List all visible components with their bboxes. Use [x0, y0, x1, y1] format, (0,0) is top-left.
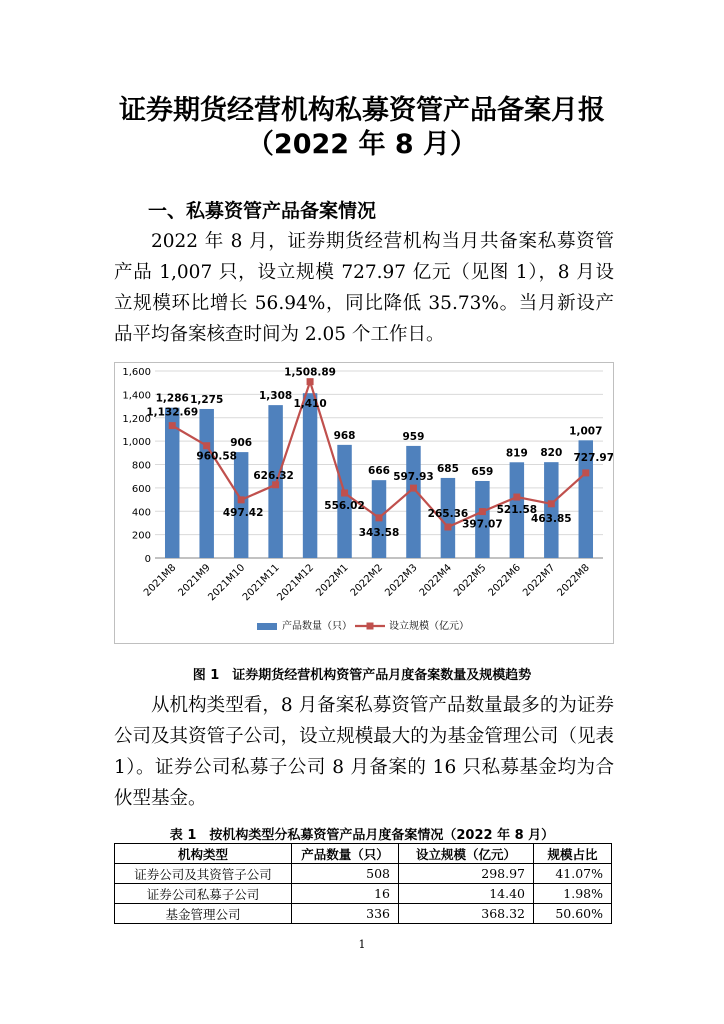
bar-data-label: 1,410 [293, 398, 327, 411]
line-point [513, 494, 520, 501]
line-data-label: 343.58 [358, 526, 400, 539]
legend-label-bar: 产品数量（只） [282, 621, 352, 632]
legend-label-line: 设立规模（亿元） [389, 621, 469, 632]
bar-data-label: 906 [230, 437, 253, 450]
institution-paragraph: 从机构类型看，8 月备案私募资管产品数量最多的为证券公司及其资管子公司，设立规模最大的为基金管理公司（见表 1）。证券公司私募子公司 8 月备案的 16 只私募基金均为合伙型基金。 [114, 695, 614, 809]
x-tick-label: 2022M2 [348, 562, 386, 599]
x-tick-label: 2021M11 [240, 562, 282, 604]
y-tick-label: 0 [144, 554, 151, 565]
line-data-label: 1,508.89 [284, 366, 336, 379]
bar-data-label: 968 [333, 429, 356, 442]
line-data-label: 727.97 [573, 451, 613, 464]
line-point [238, 496, 245, 503]
line-data-label: 626.32 [253, 469, 294, 482]
bar-data-label: 685 [436, 462, 459, 475]
line-data-label: 497.42 [222, 506, 264, 519]
x-tick-label: 2022M8 [555, 562, 592, 599]
col-header-scale: 设立规模（亿元） [399, 844, 534, 864]
legend-swatch-marker [367, 623, 374, 630]
y-tick-label: 400 [131, 507, 151, 519]
line-point [444, 523, 451, 530]
line-point [169, 422, 176, 429]
table-1 [114, 843, 612, 924]
line-point [582, 469, 589, 476]
bar [199, 409, 213, 558]
summary-paragraph: 2022 年 8 月，证券期货经营机构当月共备案私募资管产品 1,007 只，设立规模 727.97 亿元（见图 1），8 月设立规模环比增长 56.94%，同比降低 35.73%。当月新设产品平均备案核查时间为 2.05 个工作日。 [114, 231, 614, 345]
line-point [203, 442, 210, 449]
line-data-label: 556.02 [324, 500, 365, 513]
line-point [341, 490, 348, 497]
x-tick-label: 2021M9 [176, 562, 213, 599]
x-tick-label: 2022M6 [486, 562, 523, 599]
col-header-share: 规模占比 [534, 844, 612, 864]
bar-data-label: 1,308 [259, 390, 293, 403]
bar [234, 452, 248, 558]
line-data-label: 1,132.69 [146, 406, 199, 419]
x-tick-label: 2022M3 [383, 562, 420, 599]
table-1-caption: 表 1 按机构类型分私募资管产品月度备案情况（2022 年 8 月） [169, 828, 555, 843]
bar-data-label: 659 [471, 465, 494, 478]
line-data-label: 521.58 [496, 504, 538, 517]
line-point [307, 378, 314, 385]
table-row [115, 884, 612, 904]
cell-count: 16 [292, 884, 399, 904]
cell-count: 508 [292, 864, 399, 884]
y-tick-label: 1,000 [122, 437, 151, 449]
figure-1-chart [114, 362, 614, 644]
report-title: 证券期货经营机构私募资管产品备案月报 [119, 95, 605, 126]
cell-share: 50.60% [534, 904, 612, 924]
bar [406, 446, 420, 558]
bar [303, 393, 317, 558]
y-tick-label: 200 [131, 530, 151, 542]
x-tick-label: 2022M7 [521, 562, 558, 599]
legend-swatch-bar [257, 623, 277, 630]
cell-scale: 368.32 [399, 904, 534, 924]
col-header-count: 产品数量（只） [292, 844, 399, 864]
y-tick-label: 1,400 [122, 390, 151, 402]
x-tick-label: 2022M1 [314, 562, 351, 599]
line-point [548, 500, 555, 507]
cell-share: 1.98% [534, 884, 612, 904]
section-heading: 一、私募资管产品备案情况 [148, 200, 377, 222]
line-data-label: 463.85 [531, 512, 572, 525]
y-tick-label: 600 [131, 483, 151, 495]
line-data-label: 265.36 [427, 507, 469, 520]
table-row [115, 864, 612, 884]
x-tick-label: 2022M5 [452, 562, 489, 599]
bar-data-label: 819 [505, 447, 528, 460]
table-header-row [115, 844, 612, 864]
report-subtitle-date: （2022 年 8 月） [246, 129, 478, 160]
page-number: 1 [358, 938, 366, 951]
x-tick-label: 2022M4 [417, 562, 455, 599]
bar-data-label: 820 [540, 447, 563, 460]
line-data-label: 597.93 [393, 471, 434, 484]
figure-1-caption: 图 1 证券期货经营机构资管产品月度备案数量及规模趋势 [192, 668, 532, 683]
x-tick-label: 2021M12 [275, 562, 317, 604]
cell-count: 336 [292, 904, 399, 924]
y-tick-label: 1,200 [122, 413, 151, 425]
line-data-label: 397.07 [462, 518, 503, 531]
cell-type: 证券公司私募子公司 [115, 884, 292, 904]
cell-type: 基金管理公司 [115, 904, 292, 924]
line-point [479, 508, 486, 515]
bar-data-label: 1,007 [569, 425, 603, 438]
line-point [376, 514, 383, 521]
cell-scale: 14.40 [399, 884, 534, 904]
line-point [272, 481, 279, 488]
y-tick-label: 800 [131, 460, 151, 472]
x-tick-label: 2021M10 [206, 562, 248, 604]
col-header-type: 机构类型 [115, 844, 292, 864]
cell-type: 证券公司及其资管子公司 [115, 864, 292, 884]
table-row [115, 904, 612, 924]
bar [165, 408, 179, 558]
bar-data-label: 1,275 [190, 393, 224, 406]
bar [544, 462, 558, 558]
y-tick-label: 1,600 [122, 367, 151, 378]
line-data-label: 960.58 [196, 450, 237, 463]
bar-data-label: 1,286 [155, 392, 189, 405]
bar-data-label: 959 [402, 430, 425, 443]
x-tick-label: 2021M8 [141, 562, 179, 599]
cell-share: 41.07% [534, 864, 612, 884]
chart-svg [115, 363, 613, 643]
cell-scale: 298.97 [399, 864, 534, 884]
line-point [410, 485, 417, 492]
bar-data-label: 666 [368, 465, 390, 478]
